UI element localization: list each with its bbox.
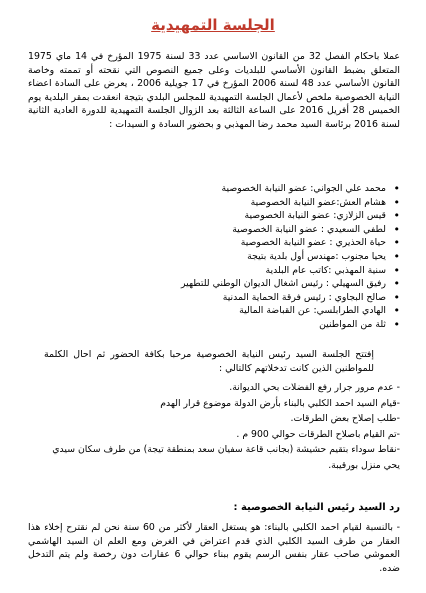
list-item: • هشام العش:عضو النيابة الخصوصية xyxy=(100,196,400,210)
list-item: يحي منزل بورقيبة. xyxy=(328,459,400,471)
response-heading: رد السيد رئيس النيابة الخصوصية : xyxy=(233,502,400,513)
list-item: -قيام السيد احمد الكلبي بالبناء بأرض الدولة موضوع قرار الهدم xyxy=(160,397,400,409)
list-item: -طلب إصلاح بعض الطرقات. xyxy=(290,413,400,424)
list-item: • سنية المهذبي :كاتب عام البلدية xyxy=(100,264,400,278)
interventions-list xyxy=(30,380,400,473)
list-item: • رفيق السهيلي : رئيس اشغال الديوان الوطني للتطهير xyxy=(100,277,400,291)
list-item: • قيس الزلازي: عضو النيابة الخصوصية xyxy=(100,209,400,223)
list-item: • الهادي الطرابلسي: عن القباضة المالية xyxy=(100,304,400,318)
list-item: • محمد علي الجواني: عضو النيابة الخصوصية xyxy=(100,182,400,196)
list-item: -تم القيام باصلاح الطرقات حوالي 900 م . xyxy=(236,428,400,440)
list-item: -نقاط سوداء بتقيم حشيشة (بجانب قاعة سفيان سعد بمنطقة تيجة) من طرف سكان سيدي xyxy=(52,444,400,455)
list-item: • لطفي السعيدي : عضو النيابة الخصوصية xyxy=(100,223,400,237)
response-paragraph: - بالنسبة لقيام احمد الكلبي بالبناء: هو يستغل العقار لأكثر من 60 سنة نحن لم نقترح إخلاء هذا العقار من طرف السيد الكلبي الذي قدم اعتراض في الغرض ومع العلم ان السيد الهاشمي العموشي صاحب عقار بنفس الرسم يقوم ببناء حوالي 6 عقارات دون رخصة ولم يتم التدخل ضده. xyxy=(28,522,400,574)
intro-paragraph: عملا باحكام الفصل 32 من القانون الاساسي عدد 33 لسنة 1975 المؤرخ في 14 ماي 1975 المتعلق بضبط القانون الأساسي للبلديات وعلى جميع النصوص التي نقحته أو تممته وخاصة القانون الأساسي عدد 48 لسنة 2006 المؤرخ في 17 جويلية 2006 ، يعرض على السادة اعضاء النيابة الخصوصية ملخص لأعمال الجلسة التمهيدية للمجلس البلدي بتيجة انعقدت بمقر البلدية يوم الخميس 28 أفريل 2016 على الساعة الثالثة بعد الزوال الجلسة التمهيدية للدورة العادية الثانية لسنة 2016 برئاسة السيد محمد رضا المهذبي و بحضور السادة و السيدات : xyxy=(28,51,400,130)
list-item: • حياة الحذيري : عضو النيابة الخصوصية xyxy=(100,236,400,250)
page-title: الجلسة التمهيدية xyxy=(151,16,275,34)
opening-paragraph: إفتتح الجلسة السيد رئيس النيابة الخصوصية مرحبا بكافة الحضور ثم احال الكلمة للمواطنين الذين كانت تدخلاتهم كالتالي : xyxy=(44,349,374,374)
attendees-list xyxy=(100,182,400,332)
list-item: • ثلة من المواطنين xyxy=(100,318,400,332)
list-item: - عدم مرور جرار رفع الفضلات بحي الديوانة. xyxy=(229,382,400,393)
list-item: • يحيا مجنوب :مهندس أول بلدية بتيجة xyxy=(100,250,400,264)
list-item: • صالح البجاوي : رئيس فرقة الحماية المدنية xyxy=(100,291,400,305)
